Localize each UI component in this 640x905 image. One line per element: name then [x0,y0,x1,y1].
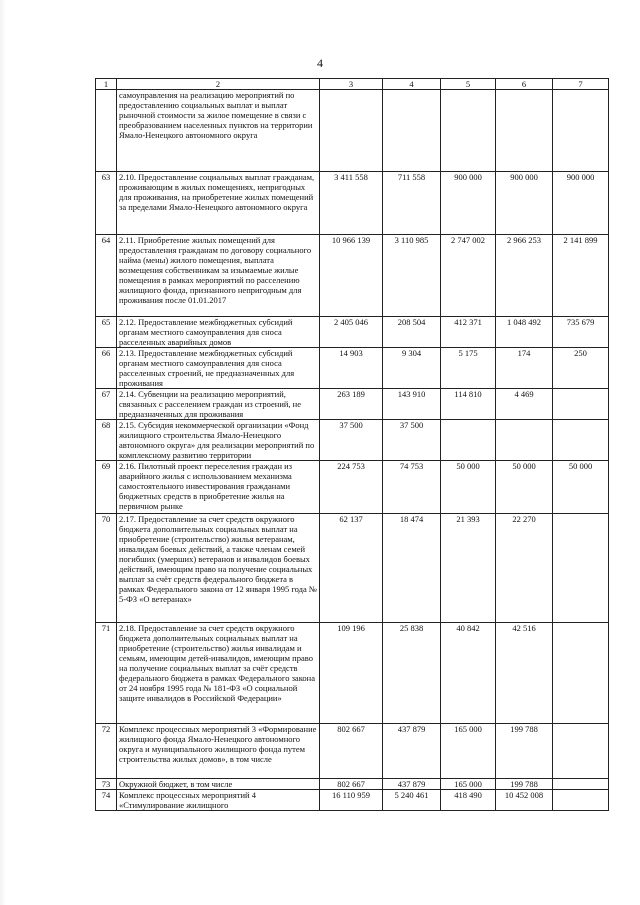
value-col-5: 21 393 [441,514,496,623]
row-number [96,90,117,172]
value-col-7 [553,724,609,779]
header-cell: 4 [383,79,441,90]
table-row [96,779,609,790]
value-total: 802 667 [320,724,383,779]
table-row [96,514,609,623]
value-col-5: 50 000 [441,461,496,514]
row-description: 2.14. Субвенции на реализацию мероприятий, связанных с расселением граждан из строений, не предназначенных для проживания [117,389,320,420]
table-row [96,790,609,811]
row-description: 2.15. Субсидия некоммерческой организации «Фонд жилищного строительства Ямало-Ненецкого автономного округа» для реализации мероприятий по комплексному развитию территории [117,420,320,461]
value-col-4: 18 474 [383,514,441,623]
table-row [96,461,609,514]
value-col-6: 10 452 008 [496,790,553,811]
value-col-5: 900 000 [441,172,496,235]
table-row [96,90,609,172]
value-col-7: 2 141 899 [553,235,609,317]
value-col-5: 2 747 002 [441,235,496,317]
value-col-6: 22 270 [496,514,553,623]
value-col-6: 900 000 [496,172,553,235]
value-col-5: 165 000 [441,724,496,779]
value-col-4: 37 500 [383,420,441,461]
page-number: 4 [317,56,323,70]
value-col-4: 437 879 [383,724,441,779]
value-total: 10 966 139 [320,235,383,317]
row-number: 66 [96,348,117,389]
table-row [96,172,609,235]
value-col-6: 174 [496,348,553,389]
value-col-7 [553,90,609,172]
row-description: 2.12. Предоставление межбюджетных субсидий органам местного самоуправления для сноса расселенных аварийных домов [117,317,320,348]
table-row [96,317,609,348]
value-total [320,90,383,172]
value-col-4: 711 558 [383,172,441,235]
row-number: 68 [96,420,117,461]
row-description: Комплекс процессных мероприятий 3 «Формирование жилищного фонда Ямало-Ненецкого автономного округа и муниципального жилищного фонда путем строительства жилых домов», в том числе [117,724,320,779]
value-col-7 [553,514,609,623]
value-col-5: 40 842 [441,623,496,724]
value-col-4: 9 304 [383,348,441,389]
table-row [96,389,609,420]
header-cell: 6 [496,79,553,90]
row-number: 64 [96,235,117,317]
value-col-7 [553,623,609,724]
value-col-6: 199 788 [496,724,553,779]
header-cell: 3 [320,79,383,90]
value-col-6: 42 516 [496,623,553,724]
value-total: 37 500 [320,420,383,461]
row-number: 70 [96,514,117,623]
table-row [96,623,609,724]
row-number: 69 [96,461,117,514]
row-number: 71 [96,623,117,724]
value-col-5: 5 175 [441,348,496,389]
value-total: 109 196 [320,623,383,724]
row-number: 72 [96,724,117,779]
value-col-7: 50 000 [553,461,609,514]
row-description: самоуправления на реализацию мероприятий по предоставлению социальных выплат и выплат рыночной стоимости за жилое помещение в связи с преобразованием населенных пунктов на территории Ямало-Ненецкого автономного округа [117,90,320,172]
value-col-7: 250 [553,348,609,389]
row-description: 2.17. Предоставление за счет средств окружного бюджета дополнительных социальных выплат на приобретение (строительство) жилья ветеранам, инвалидам боевых действий, а также членам семей погибших (умерших) ветеранов и инвалидов боевых действий, имеющим право на получение социальных выплат за счёт средств федерального бюджета в рамках Федерального закона от 12 января 1995 года № 5-ФЗ «О ветеранах» [117,514,320,623]
value-total: 224 753 [320,461,383,514]
value-col-4: 25 838 [383,623,441,724]
value-col-7: 735 679 [553,317,609,348]
value-total: 62 137 [320,514,383,623]
value-col-5: 418 490 [441,790,496,811]
value-col-5 [441,90,496,172]
value-col-7: 900 000 [553,172,609,235]
value-col-5: 412 371 [441,317,496,348]
table-header-row [96,79,609,90]
header-cell: 2 [117,79,320,90]
row-description: 2.11. Приобретение жилых помещений для предоставления гражданам по договору социального найма (мены) жилого помещения, выплата возмещения собственникам за изымаемые жилые помещения в рамках мероприятий по расселению жилищного фонда, признанного непригодным для проживания после 01.01.2017 [117,235,320,317]
table-row [96,235,609,317]
value-col-6: 4 469 [496,389,553,420]
value-col-4: 3 110 985 [383,235,441,317]
row-number: 73 [96,779,117,790]
table-row [96,420,609,461]
value-total: 14 903 [320,348,383,389]
header-cell: 7 [553,79,609,90]
value-col-5: 114 810 [441,389,496,420]
header-cell: 1 [96,79,117,90]
value-col-7 [553,790,609,811]
row-number: 63 [96,172,117,235]
row-description: 2.18. Предоставление за счет средств окружного бюджета дополнительных социальных выплат на приобретение (строительство) жилья инвалидам и семьям, имеющим детей-инвалидов, имеющим право на получение социальных выплат за счёт средств федерального бюджета в рамках Федерального закона от 24 ноября 1995 года № 181-ФЗ «О социальной защите инвалидов в Российской Федерации» [117,623,320,724]
row-number: 65 [96,317,117,348]
row-description: 2.10. Предоставление социальных выплат гражданам, проживающим в жилых помещениях, непригодных для проживания, на приобретение жилых помещений за пределами Ямало-Ненецкого автономного округа [117,172,320,235]
value-col-6: 199 788 [496,779,553,790]
value-col-6 [496,420,553,461]
value-col-6: 50 000 [496,461,553,514]
value-col-4: 143 910 [383,389,441,420]
scan-edge [0,0,6,905]
value-col-6 [496,90,553,172]
value-col-7 [553,389,609,420]
table-row [96,348,609,389]
value-total: 263 189 [320,389,383,420]
value-total: 802 667 [320,779,383,790]
value-total: 16 110 959 [320,790,383,811]
row-number: 67 [96,389,117,420]
value-col-4: 74 753 [383,461,441,514]
value-total: 3 411 558 [320,172,383,235]
budget-table [95,78,609,811]
value-col-6: 2 966 253 [496,235,553,317]
table-row [96,724,609,779]
value-col-4: 208 504 [383,317,441,348]
row-number: 74 [96,790,117,811]
row-description: Комплекс процессных мероприятий 4 «Стимулирование жилищного [117,790,320,811]
value-col-5: 165 000 [441,779,496,790]
row-description: 2.13. Предоставление межбюджетных субсидий органам местного самоуправления для сноса расселенных строений, не предназначенных для проживания [117,348,320,389]
value-col-4: 5 240 461 [383,790,441,811]
value-col-4 [383,90,441,172]
value-col-6: 1 048 492 [496,317,553,348]
value-col-7 [553,420,609,461]
row-description: Окружной бюджет, в том числе [117,779,320,790]
value-total: 2 405 046 [320,317,383,348]
row-description: 2.16. Пилотный проект переселения граждан из аварийного жилья с использованием механизма самостоятельного инвестирования гражданами бюджетных средств в приобретение жилья на первичном рынке [117,461,320,514]
value-col-7 [553,779,609,790]
value-col-5 [441,420,496,461]
header-cell: 5 [441,79,496,90]
value-col-4: 437 879 [383,779,441,790]
